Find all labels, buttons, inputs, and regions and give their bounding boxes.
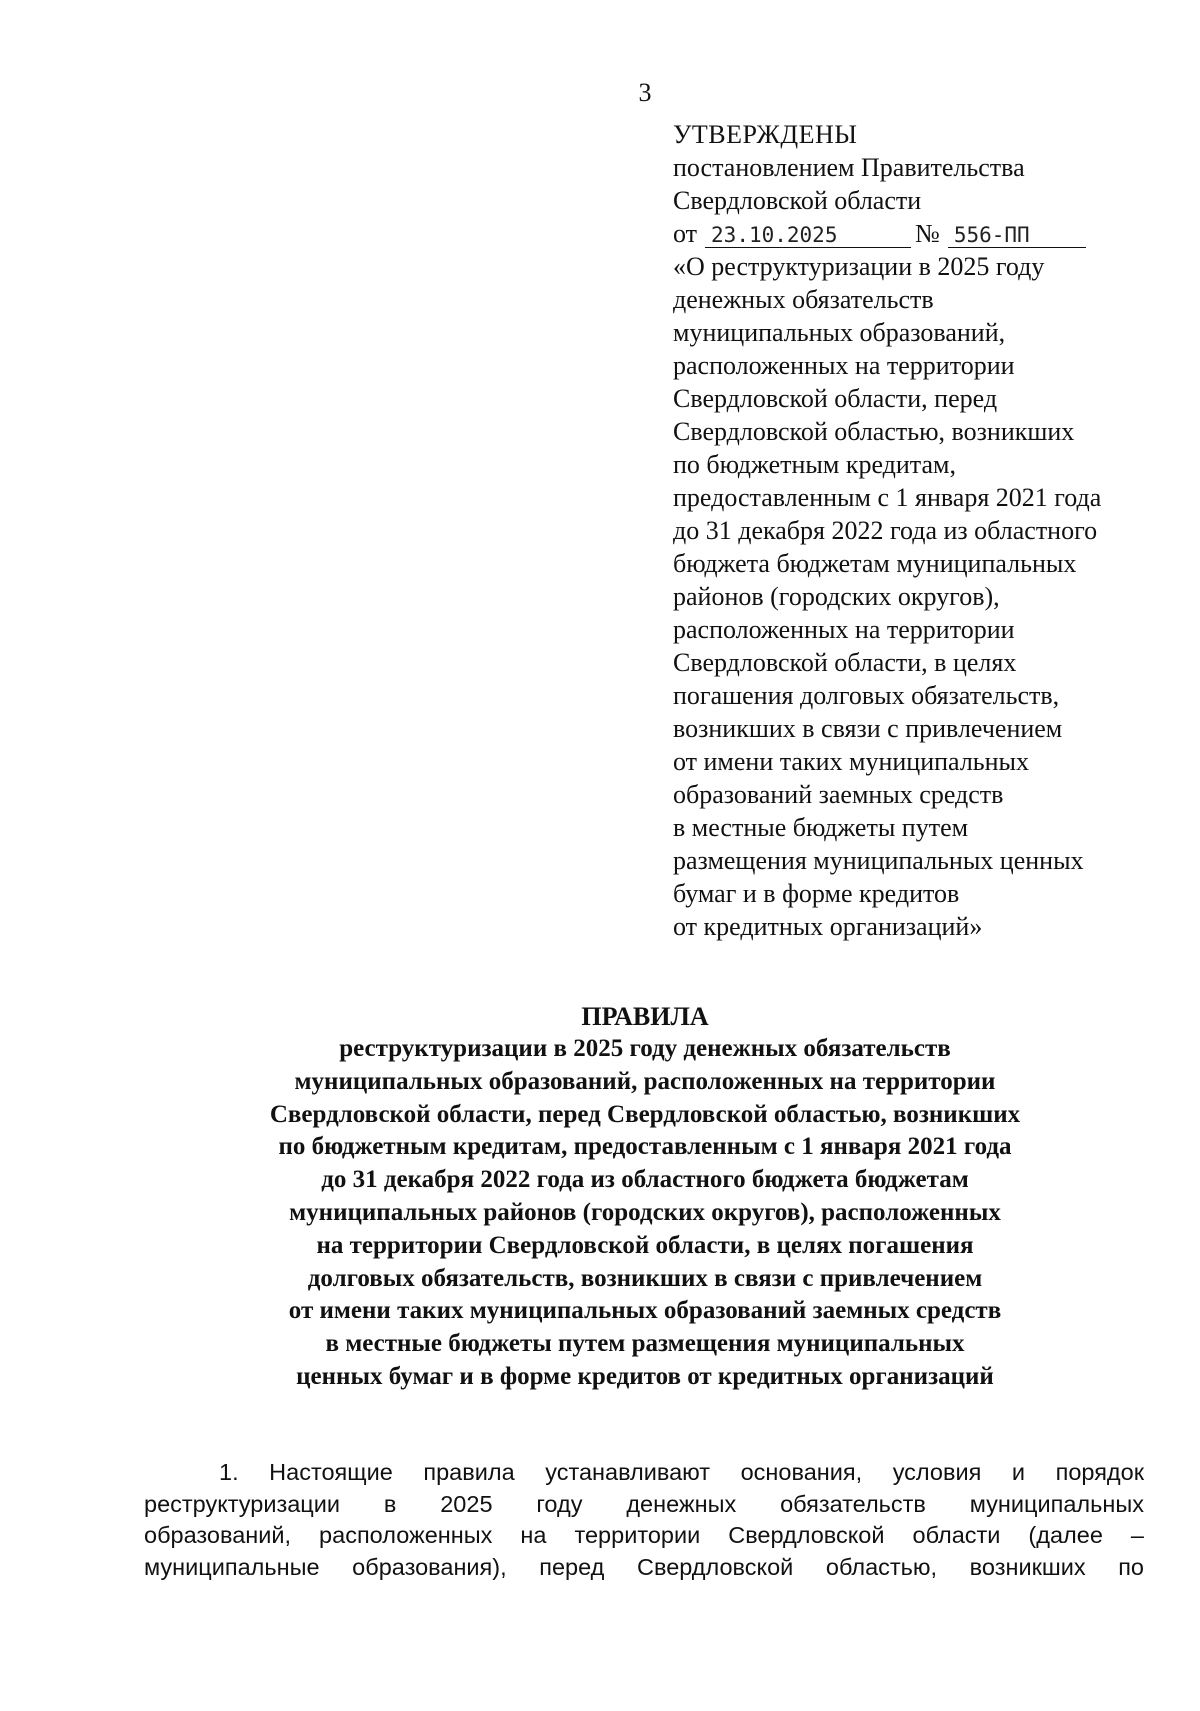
decree-date: 23.10.2025 xyxy=(705,223,911,248)
decree-title-line: до 31 декабря 2022 года из областного xyxy=(673,516,1098,545)
decree-title-line: расположенных на территории xyxy=(673,351,1015,380)
decree-title-line: предоставленным с 1 января 2021 года xyxy=(673,483,1102,512)
rules-body xyxy=(144,1457,1144,1584)
decree-title-line: районов (городских округов), xyxy=(673,582,1000,611)
decree-title-line: от имени таких муниципальных xyxy=(673,747,1030,776)
approval-line-2: Свердловской области xyxy=(673,186,922,215)
decree-title-line: муниципальных образований, xyxy=(673,318,1006,347)
approval-block xyxy=(673,118,1193,943)
rules-subtitle-line: от имени таких муниципальных образований заемных средств xyxy=(288,1297,1002,1325)
decree-title-line: денежных обязательств xyxy=(673,285,934,314)
rules-subtitle-line: Свердловской области, перед Свердловской областью, возникших xyxy=(269,1100,1021,1128)
decree-title-line: «О реструктуризации в 2025 году xyxy=(673,252,1045,281)
decree-title-line: бумаг и в форме кредитов xyxy=(673,879,960,908)
approval-title: УТВЕРЖДЕНЫ xyxy=(673,120,858,149)
rules-subtitle-line: долговых обязательств, возникших в связи с привлечением xyxy=(307,1264,983,1292)
rules-subtitle xyxy=(135,1033,1155,1394)
body-paragraph-line: реструктуризации в 2025 году денежных обязательств муниципальных xyxy=(144,1490,1144,1517)
rules-subtitle-line: реструктуризации в 2025 году денежных обязательств xyxy=(339,1035,951,1062)
body-paragraph-line: образований, расположенных на территории Свердловской области (далее – xyxy=(144,1522,1144,1549)
body-paragraph-line: 1. Настоящие правила устанавливают основания, условия и порядок xyxy=(219,1459,1144,1485)
rules-subtitle-line: до 31 декабря 2022 года из областного бюджета бюджетам xyxy=(321,1166,969,1194)
rules-subtitle-line: ценных бумаг и в форме кредитов от кредитных организаций xyxy=(296,1362,994,1390)
decree-title-line: возникших в связи с привлечением xyxy=(673,714,1063,743)
decree-title-line: по бюджетным кредитам, xyxy=(673,450,956,479)
approval-reference xyxy=(673,217,1193,250)
decree-title-line: расположенных на территории xyxy=(673,615,1015,644)
rules-subtitle-line: по бюджетным кредитам, предоставленным с 1 января 2021 года xyxy=(278,1133,1012,1161)
rules-subtitle-line: в местные бюджеты путем размещения муниципальных xyxy=(325,1330,965,1358)
decree-title-line: Свердловской области, перед xyxy=(673,384,998,413)
decree-title-line: образований заемных средств xyxy=(673,780,1004,809)
decree-title-line: бюджета бюджетам муниципальных xyxy=(673,549,1077,578)
rules-subtitle-line: муниципальных образований, расположенных на территории xyxy=(294,1067,996,1095)
decree-title-line: погашения долговых обязательств, xyxy=(673,681,1060,710)
number-prefix: № xyxy=(915,219,940,248)
approval-line-1: постановлением Правительства xyxy=(673,153,1025,182)
decree-title-line: Свердловской области, в целях xyxy=(673,648,1017,677)
date-prefix: от xyxy=(673,219,698,248)
decree-number: 556-ПП xyxy=(948,223,1086,248)
page-number: 3 xyxy=(638,78,652,107)
decree-title-line: от кредитных организаций» xyxy=(673,912,983,941)
rules-subtitle-line: муниципальных районов (городских округов), расположенных xyxy=(289,1198,1001,1226)
decree-title-line: размещения муниципальных ценных xyxy=(673,846,1084,875)
rules-title: ПРАВИЛА xyxy=(581,1002,709,1031)
rules-subtitle-line: на территории Свердловской области, в целях погашения xyxy=(316,1231,974,1259)
body-paragraph-line: муниципальные образования), перед Свердловской областью, возникших по xyxy=(144,1554,1144,1581)
decree-title-line: в местные бюджеты путем xyxy=(673,813,969,842)
decree-title-line: Свердловской областью, возникших xyxy=(673,417,1075,446)
